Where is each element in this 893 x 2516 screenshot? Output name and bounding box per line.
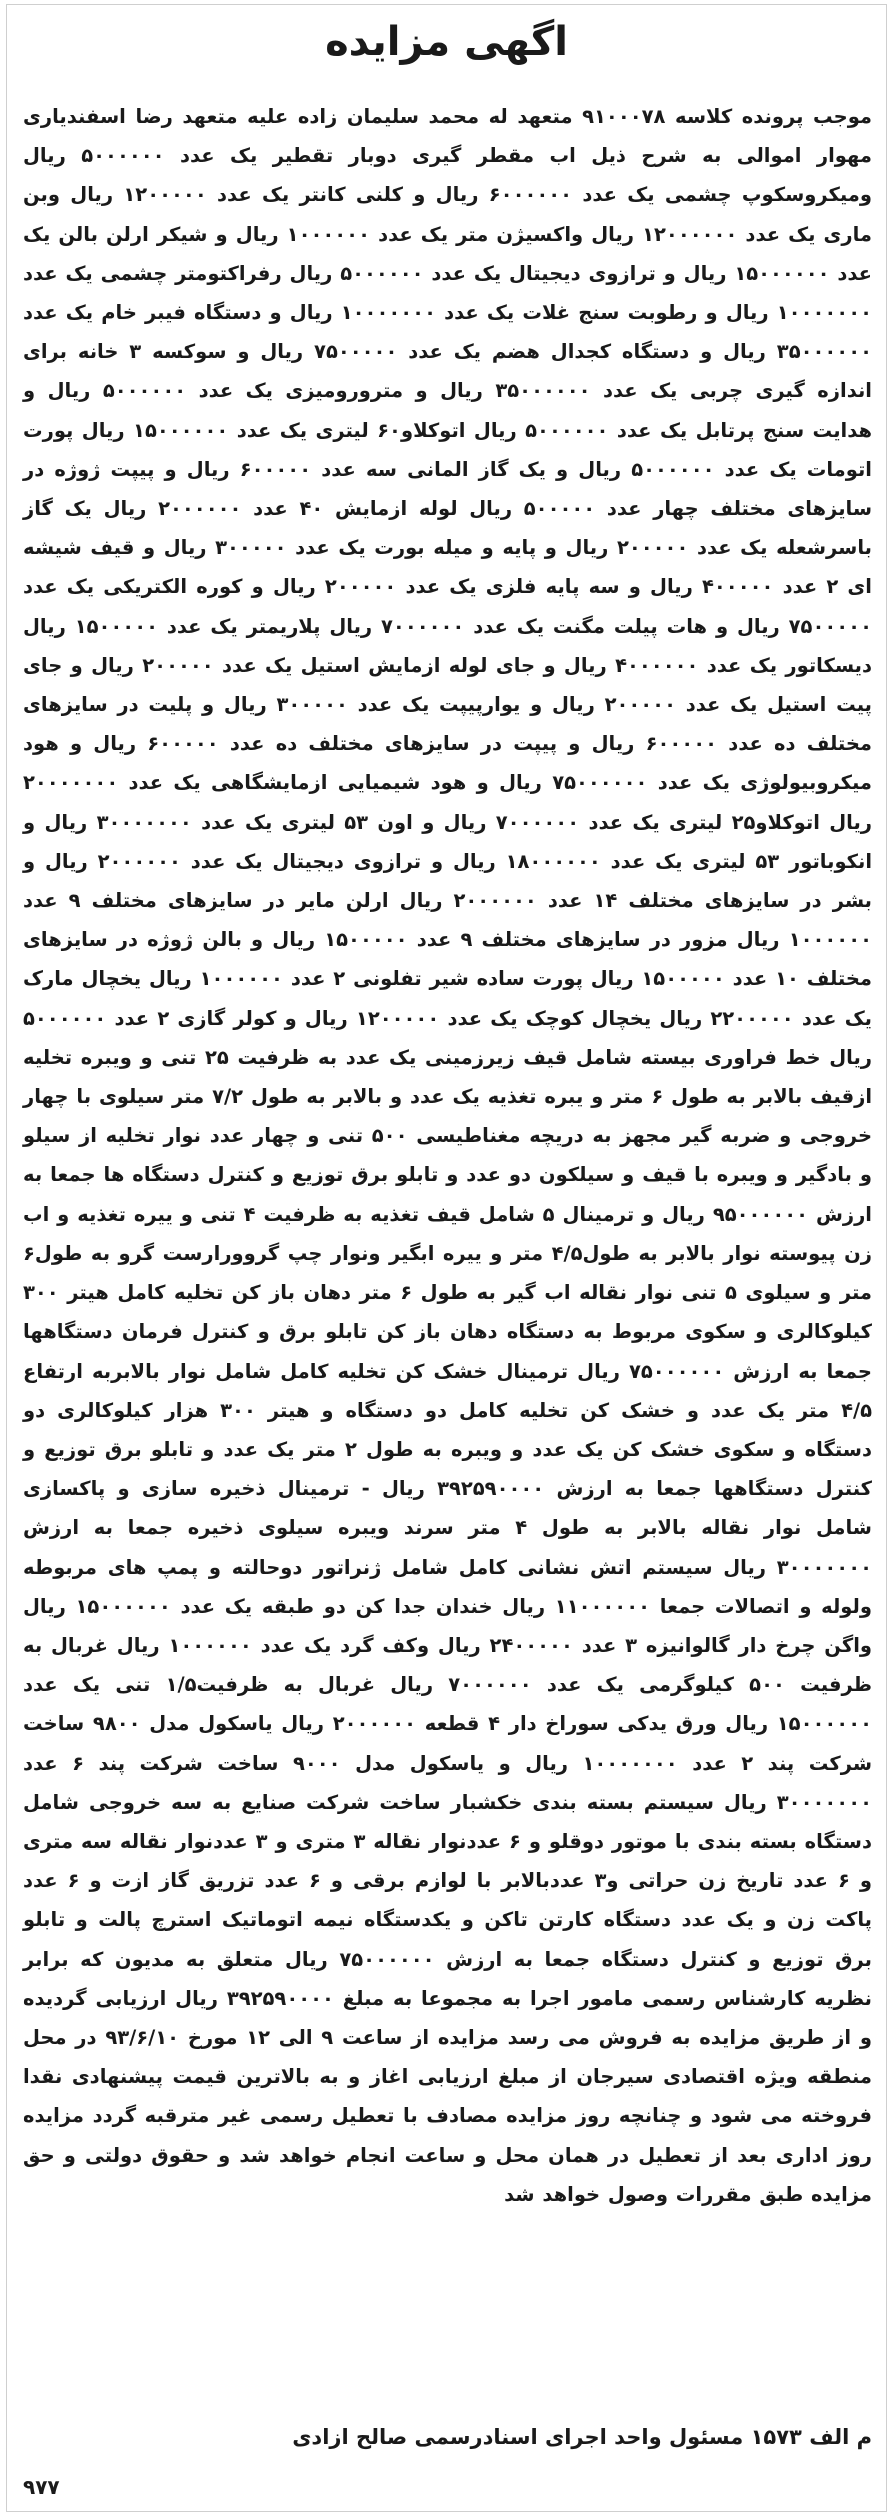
notice-title: اگهی مزایده	[325, 19, 568, 65]
page-number: ۹۷۷	[23, 2475, 60, 2499]
notice-page	[6, 4, 887, 2512]
notice-signature: م الف ۱۵۷۳ مسئول واحد اجرای اسنادرسمی صالح ازادی	[292, 2425, 872, 2449]
notice-body: موجب پرونده کلاسه ۹۱۰۰۰۷۸ متعهد له محمد سلیمان زاده علیه متعهد رضا اسفندیاری مهوار اموالی به شرح ذیل اب مقطر گیری دوبار تقطیر یک عدد ۵۰۰۰۰۰۰ ریال ومیکروسکوپ چشمی یک عدد ۶۰۰۰۰۰۰ ریال و کلنی کانتر یک عدد ۱۲۰۰۰۰۰ ریال وبن ماری یک عدد ۱۲۰۰۰۰۰۰ ریال واکسیژن متر یک عدد ۱۰۰۰۰۰۰ ریال و شیکر ارلن بالن یک عدد ۱۵۰۰۰۰۰۰ ریال و ترازوی دیجیتال یک عدد ۵۰۰۰۰۰۰ ریال رفراکتومتر چشمی یک عدد ۱۰۰۰۰۰۰۰ ریال و رطوبت سنج غلات یک عدد ۱۰۰۰۰۰۰۰ ریال و دستگاه فیبر خام یک عدد ۳۵۰۰۰۰۰۰ ریال و دستگاه کجدال هضم یک عدد ۷۵۰۰۰۰۰ ریال و سوکسه ۳ خانه برای اندازه گیری چربی یک عدد ۳۵۰۰۰۰۰۰ ریال و مترورومیزی یک عدد ۵۰۰۰۰۰۰ ریال و هدایت سنج پرتابل یک عدد ۵۰۰۰۰۰۰ ریال اتوکلاو۶۰ لیتری یک عدد ۱۵۰۰۰۰۰۰ ریال پورت اتومات یک عدد ۵۰۰۰۰۰۰ ریال و یک گاز المانی سه عدد ۶۰۰۰۰۰ ریال و پیپت ژوژه در سایزهای مختلف چهار عدد ۵۰۰۰۰۰ ریال لوله ازمایش ۴۰ عدد ۲۰۰۰۰۰۰ ریال یک گاز باسرشعله یک عدد ۲۰۰۰۰۰ ریال و پایه و میله بورت یک عدد ۳۰۰۰۰۰ ریال و قیف شیشه ای ۲ عدد ۴۰۰۰۰۰ ریال و سه پایه فلزی یک عدد ۲۰۰۰۰۰ ریال و کوره الکتریکی یک عدد ۷۵۰۰۰۰۰ ریال و هات پیلت مگنت یک عدد ۷۰۰۰۰۰۰ ریال پلاریمتر یک عدد ۱۵۰۰۰۰۰ ریال دیسکاتور یک عدد ۴۰۰۰۰۰۰ ریال و جای لوله ازمایش استیل یک عدد ۲۰۰۰۰۰ ریال و جای پیت استیل یک عدد ۲۰۰۰۰۰ ریال و یوارپیپت یک عدد ۳۰۰۰۰۰ ریال و پلیت در سایزهای مختلف ده عدد ۶۰۰۰۰۰ ریال و پیپت در سایزهای مختلف ده عدد ۶۰۰۰۰۰ ریال و هود میکروبیولوژی یک عدد ۷۵۰۰۰۰۰۰ ریال و هود شیمیایی ازمایشگاهی یک عدد ۲۰۰۰۰۰۰۰ ریال اتوکلاو۲۵ لیتری یک عدد ۷۰۰۰۰۰۰ ریال و اون ۵۳ لیتری یک عدد ۳۰۰۰۰۰۰۰ ریال و انکوباتور ۵۳ لیتری یک عدد ۱۸۰۰۰۰۰۰ ریال و ترازوی دیجیتال یک عدد ۲۰۰۰۰۰۰ ریال و بشر در سایزهای مختلف ۱۴ عدد ۲۰۰۰۰۰۰ ریال ارلن مایر در سایزهای مختلف ۹ عدد ۱۰۰۰۰۰۰ ریال مزور در سایزهای مختلف ۹ عدد ۱۵۰۰۰۰۰ ریال و بالن ژوژه در سایزهای مختلف ۱۰ عدد ۱۵۰۰۰۰۰ ریال پورت ساده شیر تفلونی ۲ عدد ۱۰۰۰۰۰۰ ریال یخچال مارک یک عدد ۲۲۰۰۰۰۰ ریال یخچال کوچک یک عدد ۱۲۰۰۰۰۰ ریال و کولر گازی ۲ عدد ۵۰۰۰۰۰۰ ریال خط فراوری بیسته شامل قیف زیرزمینی یک عدد به ظرفیت ۲۵ تنی و ویبره تخلیه ازقیف بالابر به طول ۶ متر و یبره تغذیه یک عدد و بالابر به طول ۷/۲ متر سیلوی با چهار خروجی و ضربه گیر مجهز به دریچه مغناطیسی ۵۰۰ تنی و چهار عدد نوار تخلیه از سیلو و بادگیر و ویبره با قیف و سیلکون دو عدد و تابلو برق توزیع و کنترل دستگاه ها جمعا به ارزش ۹۵۰۰۰۰۰۰ ریال و ترمینال ۵ شامل قیف تغذیه به ظرفیت ۴ تنی و ییره تغذیه و اب زن پیوسته نوار بالابر به طول۴/۵ متر و ییره ابگیر ونوار چپ گروورارست گرو به طول۶ متر و سیلوی ۵ تنی نوار نقاله اب گیر به طول ۶ متر دهان باز کن تخلیه کامل هیتر ۳۰۰ کیلوکالری و سکوی مربوط به دستگاه دهان باز کن تابلو برق و کنترل فرمان دستگاهها جمعا به ارزش ۷۵۰۰۰۰۰۰ ریال ترمینال خشک کن تخلیه کامل شامل نوار بالابربه ارتفاع ۴/۵ متر یک عدد و خشک کن تخلیه کامل دو دستگاه و هیتر ۳۰۰ هزار کیلوکالری دو دستگاه و سکوی خشک کن یک عدد و ویبره به طول ۲ متر یک عدد و تابلو برق توزیع و کنترل دستگاهها جمعا به ارزش ۳۹۲۵۹۰۰۰۰ ریال - ترمینال ذخیره سازی و پاکسازی شامل نوار نقاله بالابر به طول ۴ متر سرند ویبره سیلوی ذخیره جمعا به ارزش ۳۰۰۰۰۰۰۰ ریال سیستم اتش نشانی کامل شامل ژنراتور دوحالته و پمپ های مربوطه ولوله و اتصالات جمعا ۱۱۰۰۰۰۰۰ ریال خندان جدا کن دو طبقه یک عدد ۱۵۰۰۰۰۰۰ ریال واگن چرخ دار گالوانیزه ۳ عدد ۲۴۰۰۰۰۰ ریال وکف گرد یک عدد ۱۰۰۰۰۰۰ ریال غربال به ظرفیت ۵۰۰ کیلوگرمی یک عدد ۷۰۰۰۰۰۰ ریال غربال به ظرفیت۱/۵ تنی یک عدد ۱۵۰۰۰۰۰۰ ریال ورق یدکی سوراخ دار ۴ قطعه ۲۰۰۰۰۰۰ ریال یاسکول مدل ۹۸۰۰ ساخت شرکت پند ۲ عدد ۱۰۰۰۰۰۰۰ ریال و یاسکول مدل ۹۰۰۰ ساخت شرکت پند ۶ عدد ۳۰۰۰۰۰۰۰ ریال سیستم بسته بندی خکشبار ساخت شرکت صنایع به سه خروجی شامل دستگاه بسته بندی با موتور دوقلو و ۶ عددنوار نقاله ۳ متری و ۳ عددنوار نقاله سه متری و ۶ عدد تاریخ زن حراتی و۳ عددبالابر با لوازم برقی و ۶ عدد تزریق گاز ازت و ۶ عدد پاکت زن و یک عدد دستگاه کارتن تاکن و یکدستگاه نیمه اتوماتیک استرچ پالت و تابلو برق توزیع و کنترل دستگاه جمعا به ارزش ۷۵۰۰۰۰۰۰ ریال متعلق به مدیون که برابر نظریه کارشناس رسمی مامور اجرا به مجموعا به مبلغ ۳۹۲۵۹۰۰۰۰ ریال ارزیابی گردیده و از طریق مزایده به فروش می رسد مزایده از ساعت ۹ الی ۱۲ مورخ ۹۳/۶/۱۰ در محل منطقه ویژه اقتصادی سیرجان از مبلغ ارزیابی اغاز و به بالاترین قیمت پیشنهادی نقدا فروخته می شود و چنانچه روز مزایده مصادف با تعطیل رسمی غیر مترقبه گردد مزایده روز اداری بعد از تعطیل در همان محل و ساعت انجام خواهد شد و حقوق دولتی و حق مزایده طبق مقررات وصول خواهد شد	[23, 105, 873, 2206]
